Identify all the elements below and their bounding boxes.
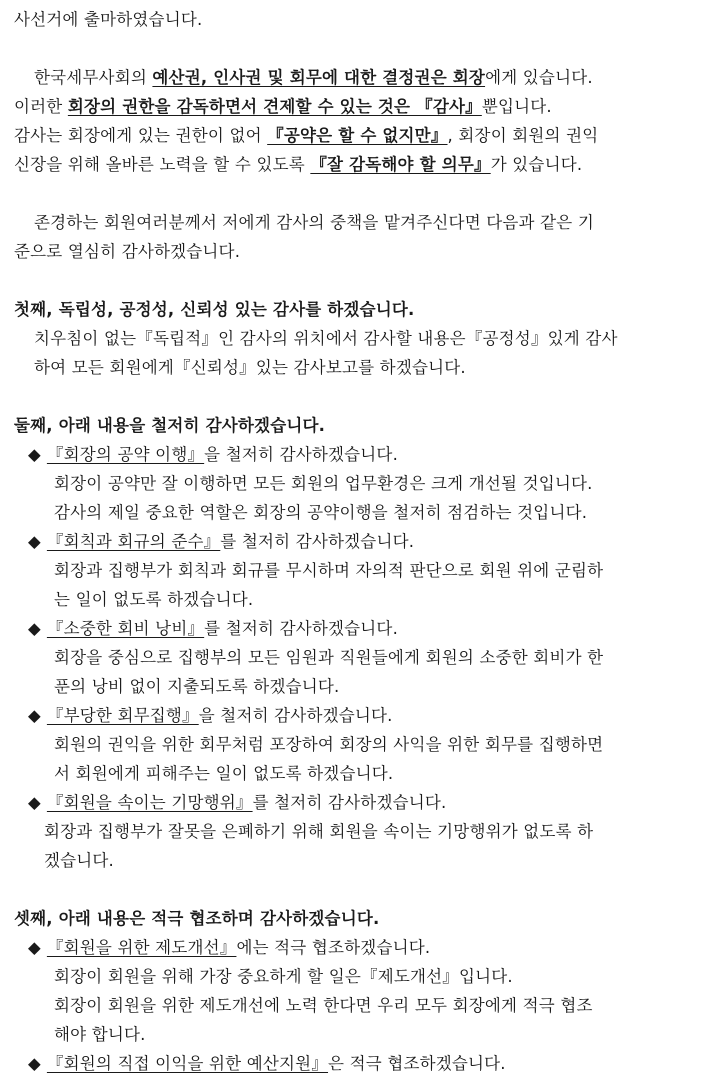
underlined-text: 『소중한 회비 낭비』 — [46, 619, 205, 638]
diamond-bullet-icon: ◆ — [28, 706, 41, 725]
underlined-text: 『회원을 위한 제도개선』 — [46, 938, 237, 957]
diamond-bullet-icon: ◆ — [28, 793, 41, 812]
text: 을 철저히 감사하겠습니다. — [198, 706, 393, 725]
text: 해야 합니다. — [54, 1025, 146, 1044]
heading-text: 첫째, 독립성, 공정성, 신뢰성 있는 감사를 하겠습니다. — [14, 300, 415, 319]
bullet6-line2 — [54, 995, 593, 1017]
bullet5-line2 — [44, 850, 114, 872]
intro-line — [14, 9, 202, 31]
text: 푼의 낭비 없이 지출되도록 하겠습니다. — [54, 677, 340, 696]
bullet-item-3 — [28, 618, 398, 640]
text: 존경하는 회원여러분께서 저에게 감사의 중책을 맡겨주신다면 다음과 같은 기 — [34, 213, 595, 232]
text: 회장이 회원을 위한 제도개선에 노력 한다면 우리 모두 회장에게 적극 협조 — [54, 996, 593, 1015]
emphasis-text: 회장의 권한을 감독하면서 견제할 수 있는 것은 『감사』 — [67, 97, 482, 116]
diamond-bullet-icon: ◆ — [28, 532, 41, 551]
text: 회장이 회원을 위해 가장 중요하게 할 일은『제도개선』입니다. — [54, 967, 513, 986]
text: 준으로 열심히 감사하겠습니다. — [14, 242, 241, 261]
diamond-bullet-icon: ◆ — [28, 445, 41, 464]
section-heading-2 — [14, 415, 325, 437]
text: 를 철저히 감사하겠습니다. — [204, 619, 399, 638]
diamond-bullet-icon: ◆ — [28, 619, 41, 638]
para1-line3 — [14, 125, 598, 147]
bullet6-line3 — [54, 1024, 146, 1046]
bullet2-line2 — [54, 589, 253, 611]
bullet-item-7 — [28, 1053, 506, 1075]
bullet-item-1 — [28, 444, 398, 466]
intro-text: 사선거에 출마하였습니다. — [14, 10, 203, 29]
para1-line4 — [14, 154, 582, 176]
text: 에게 있습니다. — [485, 68, 593, 87]
emphasis-text: 『잘 감독해야 할 의무』 — [310, 155, 491, 174]
bullet-item-2 — [28, 531, 414, 553]
bullet-item-5 — [28, 792, 446, 814]
text: 에는 적극 협조하겠습니다. — [236, 938, 431, 957]
text: 은 적극 협조하겠습니다. — [328, 1054, 506, 1073]
para1-line2 — [14, 96, 552, 118]
text: 회장을 중심으로 집행부의 모든 임원과 직원들에게 회원의 소중한 회비가 한 — [54, 648, 604, 667]
text: 회장과 집행부가 잘못을 은폐하기 위해 회원을 속이는 기망행위가 없도록 하 — [44, 822, 594, 841]
text: 를 철저히 감사하겠습니다. — [220, 532, 415, 551]
section-heading-1 — [14, 299, 414, 321]
emphasis-text: 예산권, 인사권 및 회무에 대한 결정권은 회장 — [152, 68, 486, 87]
text: 뿐입니다. — [481, 97, 552, 116]
text: 를 철저히 감사하겠습니다. — [252, 793, 447, 812]
text: 회장과 집행부가 회칙과 회규를 무시하며 자의적 판단으로 회원 위에 군림하 — [54, 561, 604, 580]
para1-line1 — [34, 67, 593, 89]
text: 회장이 공약만 잘 이행하면 모든 회원의 업무환경은 크게 개선될 것입니다. — [54, 474, 593, 493]
text: 하여 모든 회원에게『신뢰성』있는 감사보고를 하겠습니다. — [34, 358, 466, 377]
text: 서 회원에게 피해주는 일이 없도록 하겠습니다. — [54, 764, 394, 783]
heading-text: 셋째, 아래 내용은 적극 협조하며 감사하겠습니다. — [14, 909, 380, 928]
text: 신장을 위해 올바른 노력을 할 수 있도록 — [14, 155, 311, 174]
bullet-item-4 — [28, 705, 393, 727]
para2-line2 — [14, 241, 240, 263]
bullet3-line1 — [54, 647, 603, 669]
para2-line1 — [34, 212, 594, 234]
heading-text: 둘째, 아래 내용을 철저히 감사하겠습니다. — [14, 416, 326, 435]
section-heading-3 — [14, 908, 379, 930]
section1-line1 — [34, 328, 618, 350]
bullet5-line1 — [44, 821, 593, 843]
text: 회원의 권익을 위한 회무처럼 포장하여 회장의 사익을 위한 회무를 집행하면 — [54, 735, 604, 754]
text: 는 일이 없도록 하겠습니다. — [54, 590, 254, 609]
bullet4-line2 — [54, 763, 393, 785]
text: 이러한 — [14, 97, 68, 116]
bullet2-line1 — [54, 560, 603, 582]
text: , 회장이 회원의 권익 — [447, 126, 599, 145]
text: 을 철저히 감사하겠습니다. — [204, 445, 399, 464]
text: 한국세무사회의 — [34, 68, 153, 87]
section1-line2 — [34, 357, 466, 379]
text: 가 있습니다. — [490, 155, 583, 174]
underlined-text: 『회장의 공약 이행』 — [46, 445, 205, 464]
text: 감사의 제일 중요한 역할은 회장의 공약이행을 철저히 점검하는 것입니다. — [54, 503, 588, 522]
underlined-text: 『회칙과 회규의 준수』 — [46, 532, 221, 551]
bullet4-line1 — [54, 734, 603, 756]
text: 치우침이 없는『독립적』인 감사의 위치에서 감사할 내용은『공정성』있게 감사 — [34, 329, 618, 348]
text: 겠습니다. — [44, 851, 115, 870]
underlined-text: 『회원을 속이는 기망행위』 — [46, 793, 253, 812]
bullet6-line1 — [54, 966, 513, 988]
bullet1-line2 — [54, 502, 587, 524]
emphasis-text: 『공약은 할 수 없지만』 — [267, 126, 448, 145]
underlined-text: 『부당한 회무집행』 — [46, 706, 199, 725]
diamond-bullet-icon: ◆ — [28, 938, 41, 957]
underlined-text: 『회원의 직접 이익을 위한 예산지원』 — [46, 1054, 329, 1073]
bullet-item-6 — [28, 937, 430, 959]
bullet3-line2 — [54, 676, 339, 698]
text: 감사는 회장에게 있는 권한이 없어 — [14, 126, 268, 145]
bullet1-line1 — [54, 473, 593, 495]
diamond-bullet-icon: ◆ — [28, 1054, 41, 1073]
